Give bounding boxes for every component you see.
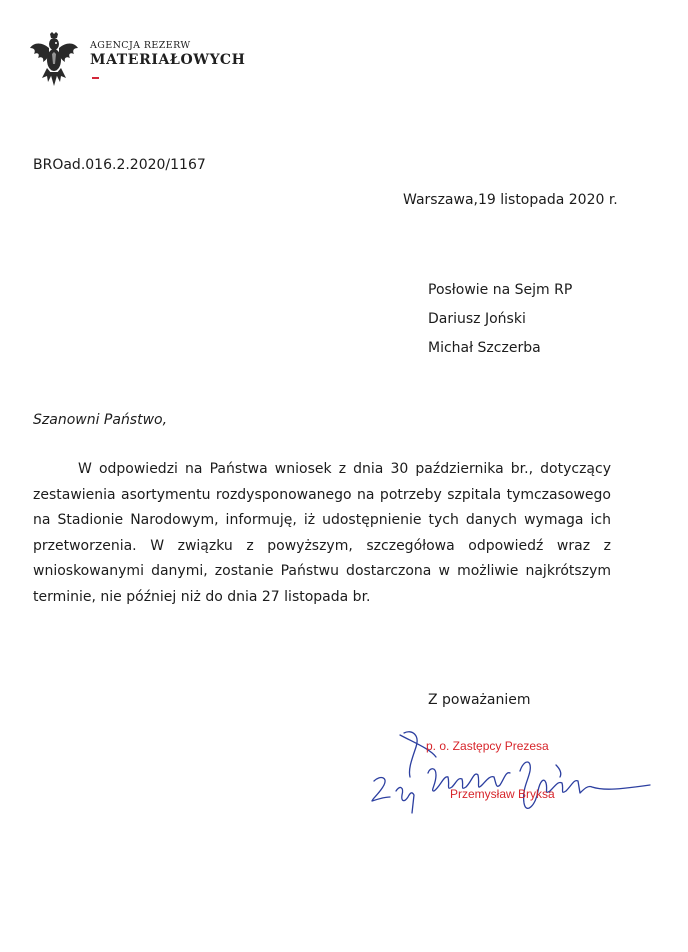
agency-name-line1: AGENCJA REZERW [90,40,191,51]
letterhead-accent-mark [92,77,99,79]
recipient-line: Dariusz Joński [428,311,526,327]
signature-block [360,725,660,825]
closing-line: Z poważaniem [428,692,531,708]
body-paragraph: W odpowiedzi na Państwa wniosek z dnia 30 października br., dotyczący zestawienia asortymentu rozdysponowanego na potrzeby szpitala tymczasowego na Stadionie Narodowym, informuję, iż udostępnienie tych danych wymaga ich przetworzenia. W związku z powyższym, szczegółowa odpowiedź wraz z wnioskowanymi danymi, zostanie Państwu dostarczona w możliwie najkrótszym terminie, nie później niż do dnia 27 listopada br. [33,461,611,605]
agency-name [90,40,246,68]
stamp-title: p. o. Zastępcy Prezesa [426,739,549,753]
recipient-line: Posłowie na Sejm RP [428,282,573,298]
recipient-line: Michał Szczerba [428,340,541,356]
stamp-name: Przemysław Bryksa [450,787,555,801]
date-line: Warszawa,19 listopada 2020 r. [403,192,618,208]
agency-name-line2: MATERIAŁOWYCH [90,52,246,68]
recipients-block [428,280,572,367]
reference-number: BROad.016.2.2020/1167 [33,157,206,173]
salutation: Szanowni Państwo, [33,412,168,428]
polish-eagle-emblem-icon [28,30,80,88]
